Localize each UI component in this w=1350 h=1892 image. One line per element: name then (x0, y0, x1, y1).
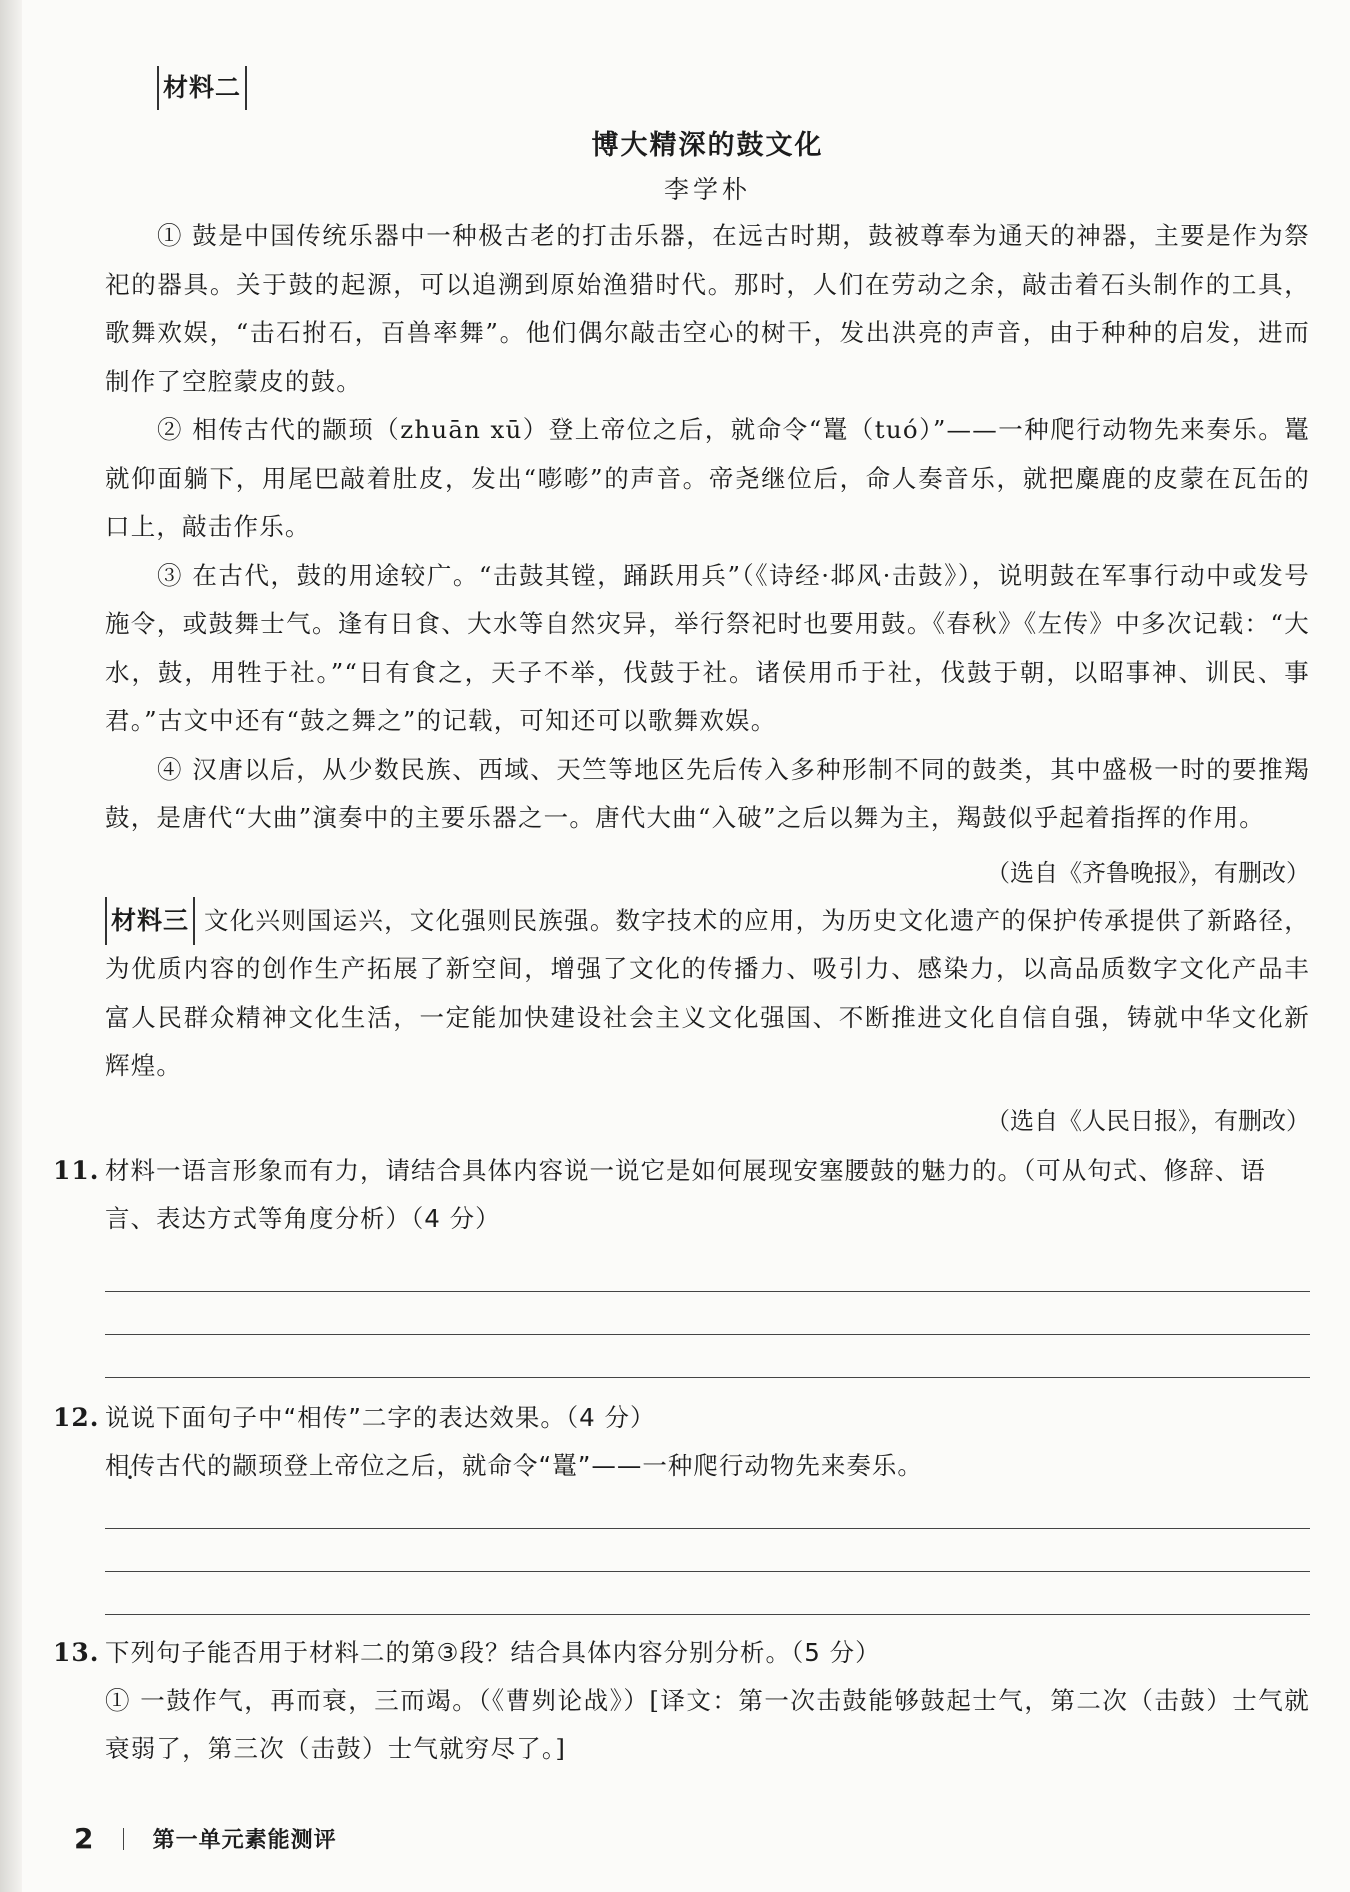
answer-line[interactable] (105, 1291, 1310, 1292)
material3-source: （选自《人民日报》，有删改） (986, 1106, 1310, 1135)
paragraph-1: ① 鼓是中国传统乐器中一种极古老的打击乐器，在远古时期，鼓被尊奉为通天的神器，主要是作为祭祀的器具。关于鼓的起源，可以追溯到原始渔猎时代。那时，人们在劳动之余，敲击着石头制作的工具，歌舞欢娱，“击石拊石，百兽率舞”。他们偶尔敲击空心的树干，发出洪亮的声音，由于种种的启发，进而制作了空腔蒙皮的鼓。 (105, 221, 1310, 396)
page-number: 2 (74, 1822, 94, 1855)
question-13 (53, 1629, 1310, 1677)
question-13-text: 下列句子能否用于材料二的第③段？结合具体内容分别分析。（5 分） (105, 1637, 881, 1667)
answer-line[interactable] (105, 1334, 1310, 1335)
question-12-number: 12. (53, 1402, 100, 1432)
answer-line[interactable] (105, 1528, 1310, 1529)
article-author: 李学朴 (663, 175, 751, 204)
answer-line[interactable] (105, 1377, 1310, 1378)
question-12 (53, 1394, 1310, 1442)
material2-tag: 材料二 (157, 66, 247, 110)
answer-line[interactable] (105, 1571, 1310, 1572)
question-11 (53, 1147, 1310, 1243)
material3-tag: 材料三 (105, 897, 195, 946)
unit-title: 第一单元素能测评 (152, 1828, 337, 1853)
question-12-text: 说说下面句子中“相传”二字的表达效果。（4 分） (105, 1402, 656, 1432)
question-13-item-1: ① 一鼓作气，再而衰，三而竭。（《曹刿论战》）[译文：第一次击鼓能够鼓起士气，第二次（击鼓）士气就衰弱了，第三次（击鼓）士气就穷尽了。] (105, 1685, 1310, 1763)
paragraph-2: ② 相传古代的颛顼（zhuān xū）登上帝位之后，就命令“鼍（tuó）”——一种爬行动物先来奏乐。鼍就仰面躺下，用尾巴敲着肚皮，发出“嘭嘭”的声音。帝尧继位后，命人奏音乐，就把麋鹿的皮蒙在瓦缶的口上，敲击作乐。 (105, 415, 1310, 541)
article-title: 博大精深的鼓文化 (591, 130, 824, 161)
paragraph-4: ④ 汉唐以后，从少数民族、西域、天竺等地区先后传入多种形制不同的鼓类，其中盛极一时的要推羯鼓，是唐代“大曲”演奏中的主要乐器之一。唐代大曲“入破”之后以舞为主，羯鼓似乎起着指挥的作用。 (105, 754, 1310, 832)
material2-tag-row (157, 66, 1310, 110)
page-footer (74, 1822, 337, 1862)
emphasized-phrase: 相传 (105, 1450, 156, 1480)
paragraph-3: ③ 在古代，鼓的用途较广。“击鼓其镗，踊跃用兵”（《诗经·邶风·击鼓》），说明鼓在军事行动中或发号施令，或鼓舞士气。逢有日食、大水等自然灾异，举行祭祀时也要用鼓。《春秋》《左传》中多次记载：“大水，鼓，用牲于社。”“日有食之，天子不举，伐鼓于社。诸侯用币于社，伐鼓于朝，以昭事神、训民、事君。”古文中还有“鼓之舞之”的记载，可知还可以歌舞欢娱。 (105, 560, 1310, 735)
question-12-sentence (53, 1442, 1310, 1490)
footer-divider (123, 1828, 124, 1850)
question-13-number: 13. (53, 1637, 100, 1667)
page-edge-shadow (0, 0, 22, 1892)
question-11-text: 材料一语言形象而有力，请结合具体内容说一说它是如何展现安塞腰鼓的魅力的。（可从句式、修辞、语言、表达方式等角度分析）（4 分） (105, 1155, 1266, 1233)
question-12-sentence-rest: 古代的颛顼登上帝位之后，就命令“鼍”——一种爬行动物先来奏乐。 (156, 1450, 923, 1480)
material3-paragraph (53, 897, 1310, 1091)
question-11-number: 11. (53, 1155, 100, 1185)
material3-text: 文化兴则国运兴，文化强则民族强。数字技术的应用，为历史文化遗产的保护传承提供了新路径，为优质内容的创作生产拓展了新空间，增强了文化的传播力、吸引力、感染力，以高品质数字文化产品丰富人民群众精神文化生活，一定能加快建设社会主义文化强国、不断推进文化自信自强，铸就中华文化新辉煌。 (105, 905, 1310, 1080)
answer-line[interactable] (105, 1614, 1310, 1615)
content (53, 66, 1310, 1774)
material2-source: （选自《齐鲁晚报》，有删改） (986, 858, 1310, 887)
